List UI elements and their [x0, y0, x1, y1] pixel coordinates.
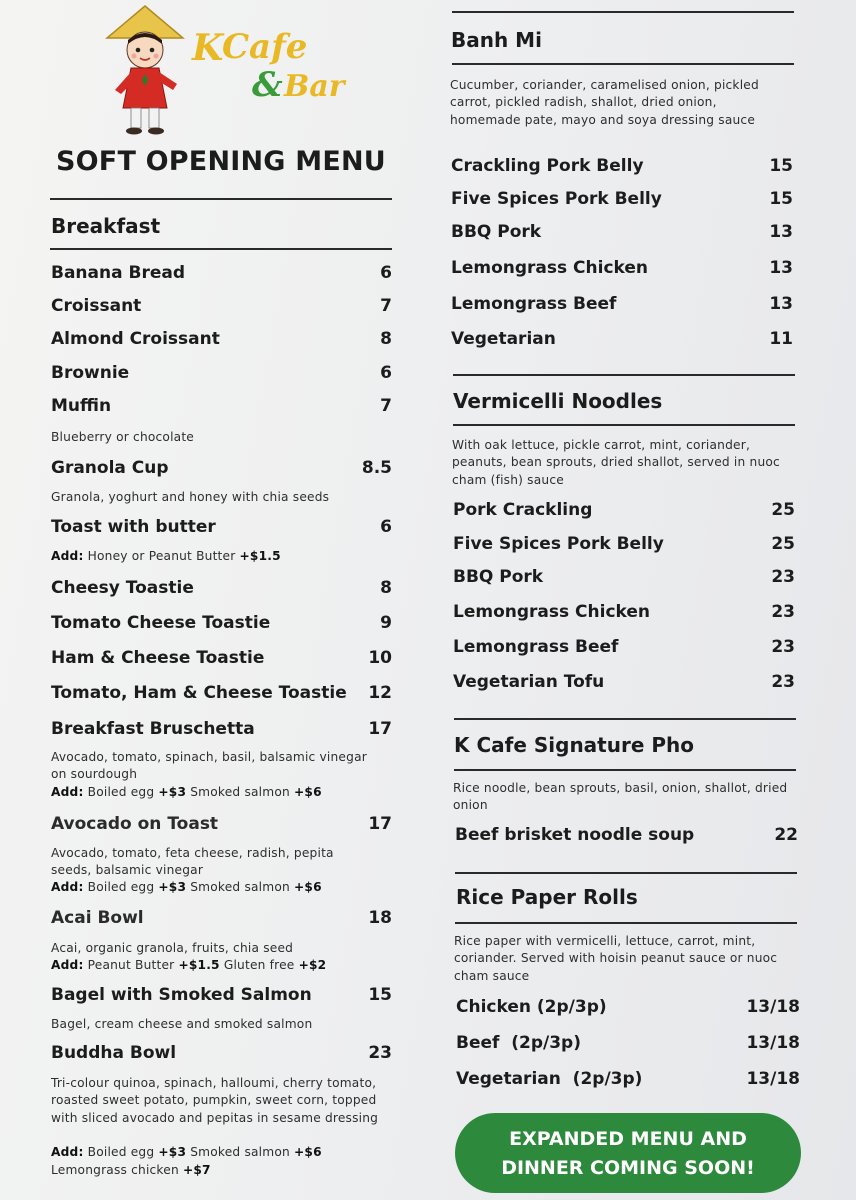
item-name: Lemongrass Chicken	[451, 258, 649, 278]
item-price: 13	[769, 258, 793, 278]
menu-item	[451, 222, 793, 242]
item-addon	[51, 785, 391, 799]
menu-item	[51, 613, 392, 633]
item-price: 15	[769, 156, 793, 176]
menu-item	[453, 637, 795, 657]
item-name: Brownie	[51, 363, 130, 383]
item-price: 23	[368, 1043, 392, 1063]
item-name: Ham & Cheese Toastie	[51, 648, 265, 668]
item-name: Toast with butter	[51, 517, 216, 537]
item-price: 17	[368, 719, 392, 739]
item-price: 25	[771, 500, 795, 520]
section-title-rice-paper-rolls: Rice Paper Rolls	[456, 885, 638, 909]
menu-item	[451, 329, 793, 349]
item-description: Bagel, cream cheese and smoked salmon	[51, 1017, 313, 1031]
item-name: Tomato, Ham & Cheese Toastie	[51, 683, 347, 703]
item-price: 23	[771, 602, 795, 622]
item-price: 6	[380, 363, 392, 383]
item-price: 25	[771, 534, 795, 554]
section-description: Cucumber, coriander, caramelised onion, pickled carrot, pickled radish, shallot, dried onion, homemade pate, mayo and soya dressing sauce	[450, 78, 759, 127]
item-price: 15	[769, 189, 793, 209]
item-name: Tomato Cheese Toastie	[51, 613, 271, 633]
item-price: 15	[368, 985, 392, 1005]
item-name: Lemongrass Chicken	[453, 602, 651, 622]
menu-item	[453, 500, 795, 520]
addon-text: Smoked salmon	[186, 880, 294, 894]
item-name: BBQ Pork	[453, 567, 544, 587]
item-name: Buddha Bowl	[51, 1043, 177, 1063]
menu-item	[51, 517, 392, 537]
page-title: SOFT OPENING MENU	[56, 146, 386, 177]
addon-price: +$2	[298, 958, 327, 972]
item-description: Avocado, tomato, spinach, basil, balsamic vinegar on sourdough	[51, 750, 367, 782]
addon-text: Boiled egg	[83, 880, 159, 894]
item-price: 7	[380, 396, 392, 416]
divider	[452, 11, 794, 13]
item-name: Five Spices Pork Belly	[453, 534, 664, 554]
divider	[50, 248, 392, 250]
menu-item	[451, 156, 793, 176]
item-name: Five Spices Pork Belly	[451, 189, 662, 209]
addon-price: +$6	[293, 1145, 322, 1159]
divider	[455, 872, 797, 874]
brand-bar: Bar	[284, 69, 345, 104]
addon-label: Add:	[51, 958, 84, 972]
divider	[453, 374, 795, 376]
divider	[454, 718, 796, 720]
coming-soon-banner	[455, 1113, 801, 1193]
menu-item	[51, 263, 392, 283]
item-price: 13/18	[746, 1033, 800, 1053]
addon-label: Add:	[51, 549, 84, 563]
divider	[455, 922, 797, 924]
divider	[50, 198, 392, 200]
menu-item	[51, 363, 392, 383]
section-title-vermicelli: Vermicelli Noodles	[453, 389, 663, 413]
item-price: 7	[380, 296, 392, 316]
item-name: Bagel with Smoked Salmon	[51, 985, 312, 1005]
menu-item	[453, 567, 795, 587]
addon-price: +$3	[158, 785, 187, 799]
divider	[453, 424, 795, 426]
menu-item	[51, 683, 392, 703]
item-name: Lemongrass Beef	[453, 637, 619, 657]
addon-text: Boiled egg	[83, 785, 159, 799]
item-name: Cheesy Toastie	[51, 578, 194, 598]
addon-text: Smoked salmon	[186, 785, 294, 799]
item-price: 23	[771, 637, 795, 657]
menu-item	[451, 189, 793, 209]
menu-item	[453, 602, 795, 622]
menu-item	[451, 294, 793, 314]
item-price: 13/18	[746, 1069, 800, 1089]
menu-item	[51, 814, 392, 834]
addon-price: +$3	[158, 880, 187, 894]
item-name: Vegetarian (2p/3p)	[456, 1069, 643, 1089]
item-price: 17	[368, 814, 392, 834]
menu-item	[451, 258, 793, 278]
item-name: Almond Croissant	[51, 329, 220, 349]
item-name: Beef (2p/3p)	[456, 1033, 581, 1053]
brand-logo	[50, 0, 392, 145]
item-price: 9	[380, 613, 392, 633]
item-name: Croissant	[51, 296, 142, 316]
item-name: Vegetarian Tofu	[453, 672, 605, 692]
item-name: Vegetarian	[451, 329, 556, 349]
brand-k: K	[192, 27, 224, 69]
item-name: Lemongrass Beef	[451, 294, 617, 314]
addon-text: Smoked salmon	[186, 1145, 294, 1159]
divider	[454, 769, 796, 771]
addon-price: +$3	[158, 1145, 187, 1159]
item-price: 11	[769, 329, 793, 349]
item-name: Pork Crackling	[453, 500, 593, 520]
item-addon	[51, 958, 391, 972]
item-name: Crackling Pork Belly	[451, 156, 644, 176]
menu-item	[51, 985, 392, 1005]
menu-item	[51, 648, 392, 668]
item-name: Granola Cup	[51, 458, 169, 478]
item-price: 6	[380, 517, 392, 537]
menu-item	[51, 578, 392, 598]
item-name: BBQ Pork	[451, 222, 542, 242]
item-description: Blueberry or chocolate	[51, 430, 195, 444]
brand-ampersand: &	[252, 65, 283, 105]
item-name: Chicken (2p/3p)	[456, 997, 607, 1017]
section-description: Rice noodle, bean sprouts, basil, onion, shallot, dried onion	[453, 781, 788, 813]
item-price: 10	[368, 648, 392, 668]
item-price: 8	[380, 329, 392, 349]
menu-item	[453, 672, 795, 692]
menu-item	[51, 329, 392, 349]
addon-price: +$1.5	[178, 958, 220, 972]
item-price: 8	[380, 578, 392, 598]
banner-line: DINNER COMING SOON!	[501, 1157, 755, 1179]
item-price: 22	[774, 825, 798, 845]
menu-item	[455, 825, 798, 845]
addon-text: Boiled egg	[83, 1145, 159, 1159]
addon-price: +$6	[293, 880, 322, 894]
divider	[452, 63, 794, 65]
brand-cafe: Cafe	[222, 27, 308, 67]
item-name: Breakfast Bruschetta	[51, 719, 255, 739]
menu-item	[51, 1043, 392, 1063]
addon-price: +$1.5	[239, 549, 281, 563]
section-description: With oak lettuce, pickle carrot, mint, coriander, peanuts, bean sprouts, dried shallot, served in nuoc cham (fish) sauce	[452, 438, 780, 487]
item-name: Muffin	[51, 396, 112, 416]
banner-line: EXPANDED MENU AND	[509, 1128, 747, 1150]
addon-text: Lemongrass chicken	[51, 1163, 183, 1177]
item-description: Granola, yoghurt and honey with chia seeds	[51, 490, 330, 504]
left-column	[50, 0, 392, 1177]
addon-label: Add:	[51, 785, 84, 799]
menu-item	[456, 1033, 800, 1053]
menu-item	[456, 1069, 800, 1089]
section-title-banh-mi: Banh Mi	[451, 28, 542, 52]
menu-item	[51, 719, 392, 739]
item-price: 23	[771, 567, 795, 587]
item-price: 6	[380, 263, 392, 283]
item-description: Avocado, tomato, feta cheese, radish, pepita seeds, balsamic vinegar	[51, 846, 334, 878]
addon-label: Add:	[51, 1145, 84, 1159]
section-title-pho: K Cafe Signature Pho	[454, 733, 694, 757]
item-price: 23	[771, 672, 795, 692]
item-name: Avocado on Toast	[51, 814, 219, 834]
menu-item	[51, 458, 392, 478]
addon-price: +$7	[182, 1163, 211, 1177]
addon-price: +$6	[293, 785, 322, 799]
item-price: 12	[368, 683, 392, 703]
menu-item	[456, 997, 800, 1017]
addon-text: Peanut Butter	[83, 958, 179, 972]
addon-text: Honey or Peanut Butter	[83, 549, 240, 563]
menu-item	[453, 534, 795, 554]
menu-item	[51, 296, 392, 316]
item-addon	[51, 549, 391, 563]
item-price: 13/18	[746, 997, 800, 1017]
menu-item	[51, 908, 392, 928]
item-price: 18	[368, 908, 392, 928]
item-description: Tri-colour quinoa, spinach, halloumi, cherry tomato, roasted sweet potato, pumpkin, sweet corn, topped with sliced avocado and pepitas in sesame dressing	[51, 1076, 379, 1125]
item-addon	[51, 880, 391, 894]
item-name: Banana Bread	[51, 263, 186, 283]
item-price: 13	[769, 294, 793, 314]
addon-label: Add:	[51, 880, 84, 894]
item-price: 13	[769, 222, 793, 242]
item-name: Beef brisket noodle soup	[455, 825, 695, 845]
menu-item	[51, 396, 392, 416]
section-description: Rice paper with vermicelli, lettuce, carrot, mint, coriander. Served with hoisin peanut sauce or nuoc cham sauce	[454, 934, 778, 983]
item-description: Acai, organic granola, fruits, chia seed	[51, 941, 294, 955]
addon-text: Gluten free	[219, 958, 299, 972]
item-addon	[51, 1163, 391, 1177]
item-name: Acai Bowl	[51, 908, 144, 928]
section-title-breakfast: Breakfast	[51, 214, 161, 238]
item-addon	[51, 1145, 391, 1159]
mascot-icon	[105, 4, 185, 138]
item-price: 8.5	[361, 458, 392, 478]
